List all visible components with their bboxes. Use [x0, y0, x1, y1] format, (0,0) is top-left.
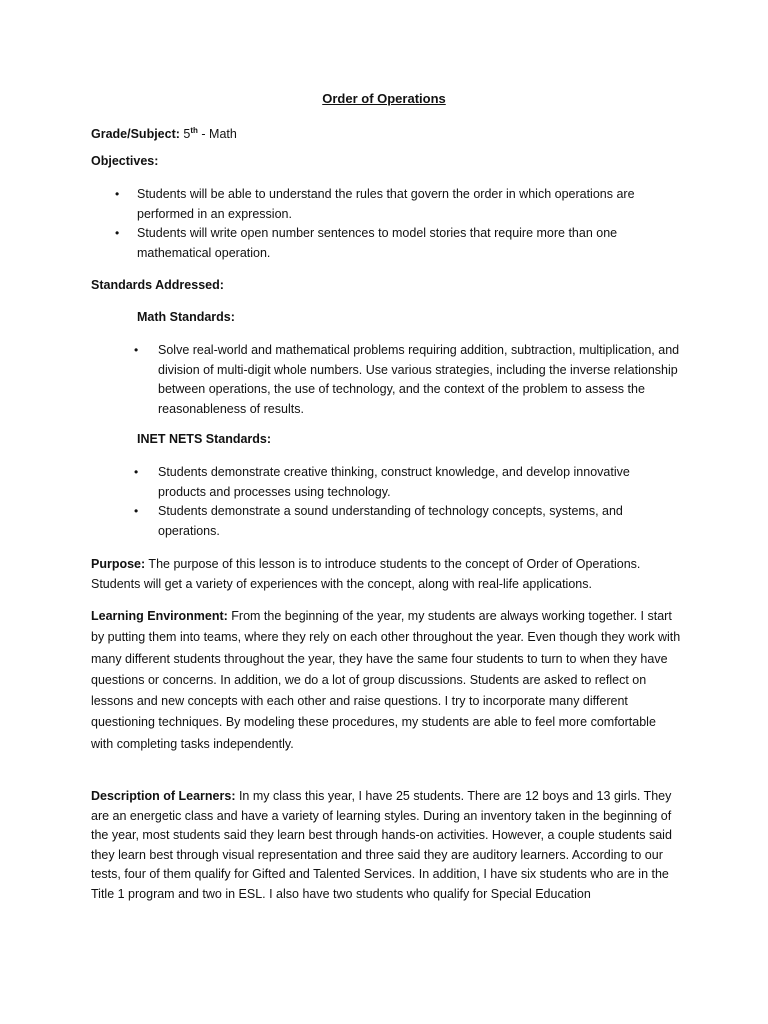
inet-standards-heading: INET NETS Standards: [137, 432, 272, 446]
standards-heading: Standards Addressed: [91, 278, 224, 292]
learning-environment-text: From the beginning of the year, my students are always working together. I start by putting them into teams, where they rely on each other throughout the year. Even though they work with many different students throughout the year, they have the same four students to turn to when they have questions or concerns. In addition, we do a lot of group discussions. Students are asked to reflect on lessons and new concepts with each other and raise questions. I try to incorporate many different questioning techniques. By modeling these procedures, my students are able to feel more comfortable with completing tasks independently. [91, 609, 681, 751]
purpose-text: The purpose of this lesson is to introduce students to the concept of Order of Operations. Students will get a variety of experiences with the concept, along with real-life applications. [91, 557, 641, 591]
grade-subject-line [91, 121, 237, 145]
purpose-paragraph [91, 555, 681, 594]
objectives-heading: Objectives: [91, 154, 159, 168]
subject-value: - Math [197, 127, 237, 142]
purpose-label: Purpose: [91, 557, 146, 571]
bullet-icon: • [115, 187, 120, 201]
bullet-icon: • [134, 504, 139, 518]
list-item [115, 185, 667, 224]
inet-standard-text: Students demonstrate creative thinking, construct knowledge, and develop innovative products and processes using technology. [158, 465, 630, 499]
grade-subject-label: Grade/Subject: [91, 127, 180, 142]
objective-text: Students will write open number sentences to model stories that require more than one mathematical operation. [137, 226, 618, 260]
list-item [115, 224, 667, 263]
math-standards-heading: Math Standards: [137, 310, 235, 324]
grade-superscript: th [190, 126, 198, 135]
inet-standard-text: Students demonstrate a sound understanding of technology concepts, systems, and operations. [158, 504, 623, 538]
description-of-learners-paragraph [91, 787, 681, 904]
grade-value: 5 [183, 127, 191, 142]
objectives-list [115, 185, 667, 263]
objective-text: Students will be able to understand the rules that govern the order in which operations are performed in an expression. [137, 187, 635, 221]
math-standard-text: Solve real-world and mathematical problems requiring addition, subtraction, multiplication, and division of multi-digit whole numbers. Use various strategies, including the inverse relationship between operations, the use of technology, and the context of the problem to assess the reasonableness of results. [158, 343, 680, 416]
list-item [134, 341, 688, 419]
bullet-icon: • [134, 343, 139, 357]
bullet-icon: • [134, 465, 139, 479]
bullet-icon: • [115, 226, 120, 240]
inet-standards-list [134, 463, 678, 541]
list-item [134, 502, 678, 541]
learning-environment-paragraph [91, 606, 681, 755]
list-item [134, 463, 678, 502]
learning-environment-label: Learning Environment: [91, 609, 228, 623]
description-of-learners-text: In my class this year, I have 25 students. There are 12 boys and 13 girls. They are an energetic class and have a variety of learning styles. During an inventory taken in the beginning of the year, most students said they learn best through hands-on activities. However, a couple students said they learn best through visual representation and three said they are auditory learners. According to our tests, four of them qualify for Gifted and Talented Services. In addition, I have six students who are in the Title 1 program and two in ESL. I also have two students who qualify for Special Education [91, 789, 672, 901]
math-standards-list [134, 341, 688, 419]
document-title: Order of Operations [322, 91, 446, 106]
description-of-learners-label: Description of Learners: [91, 789, 236, 803]
